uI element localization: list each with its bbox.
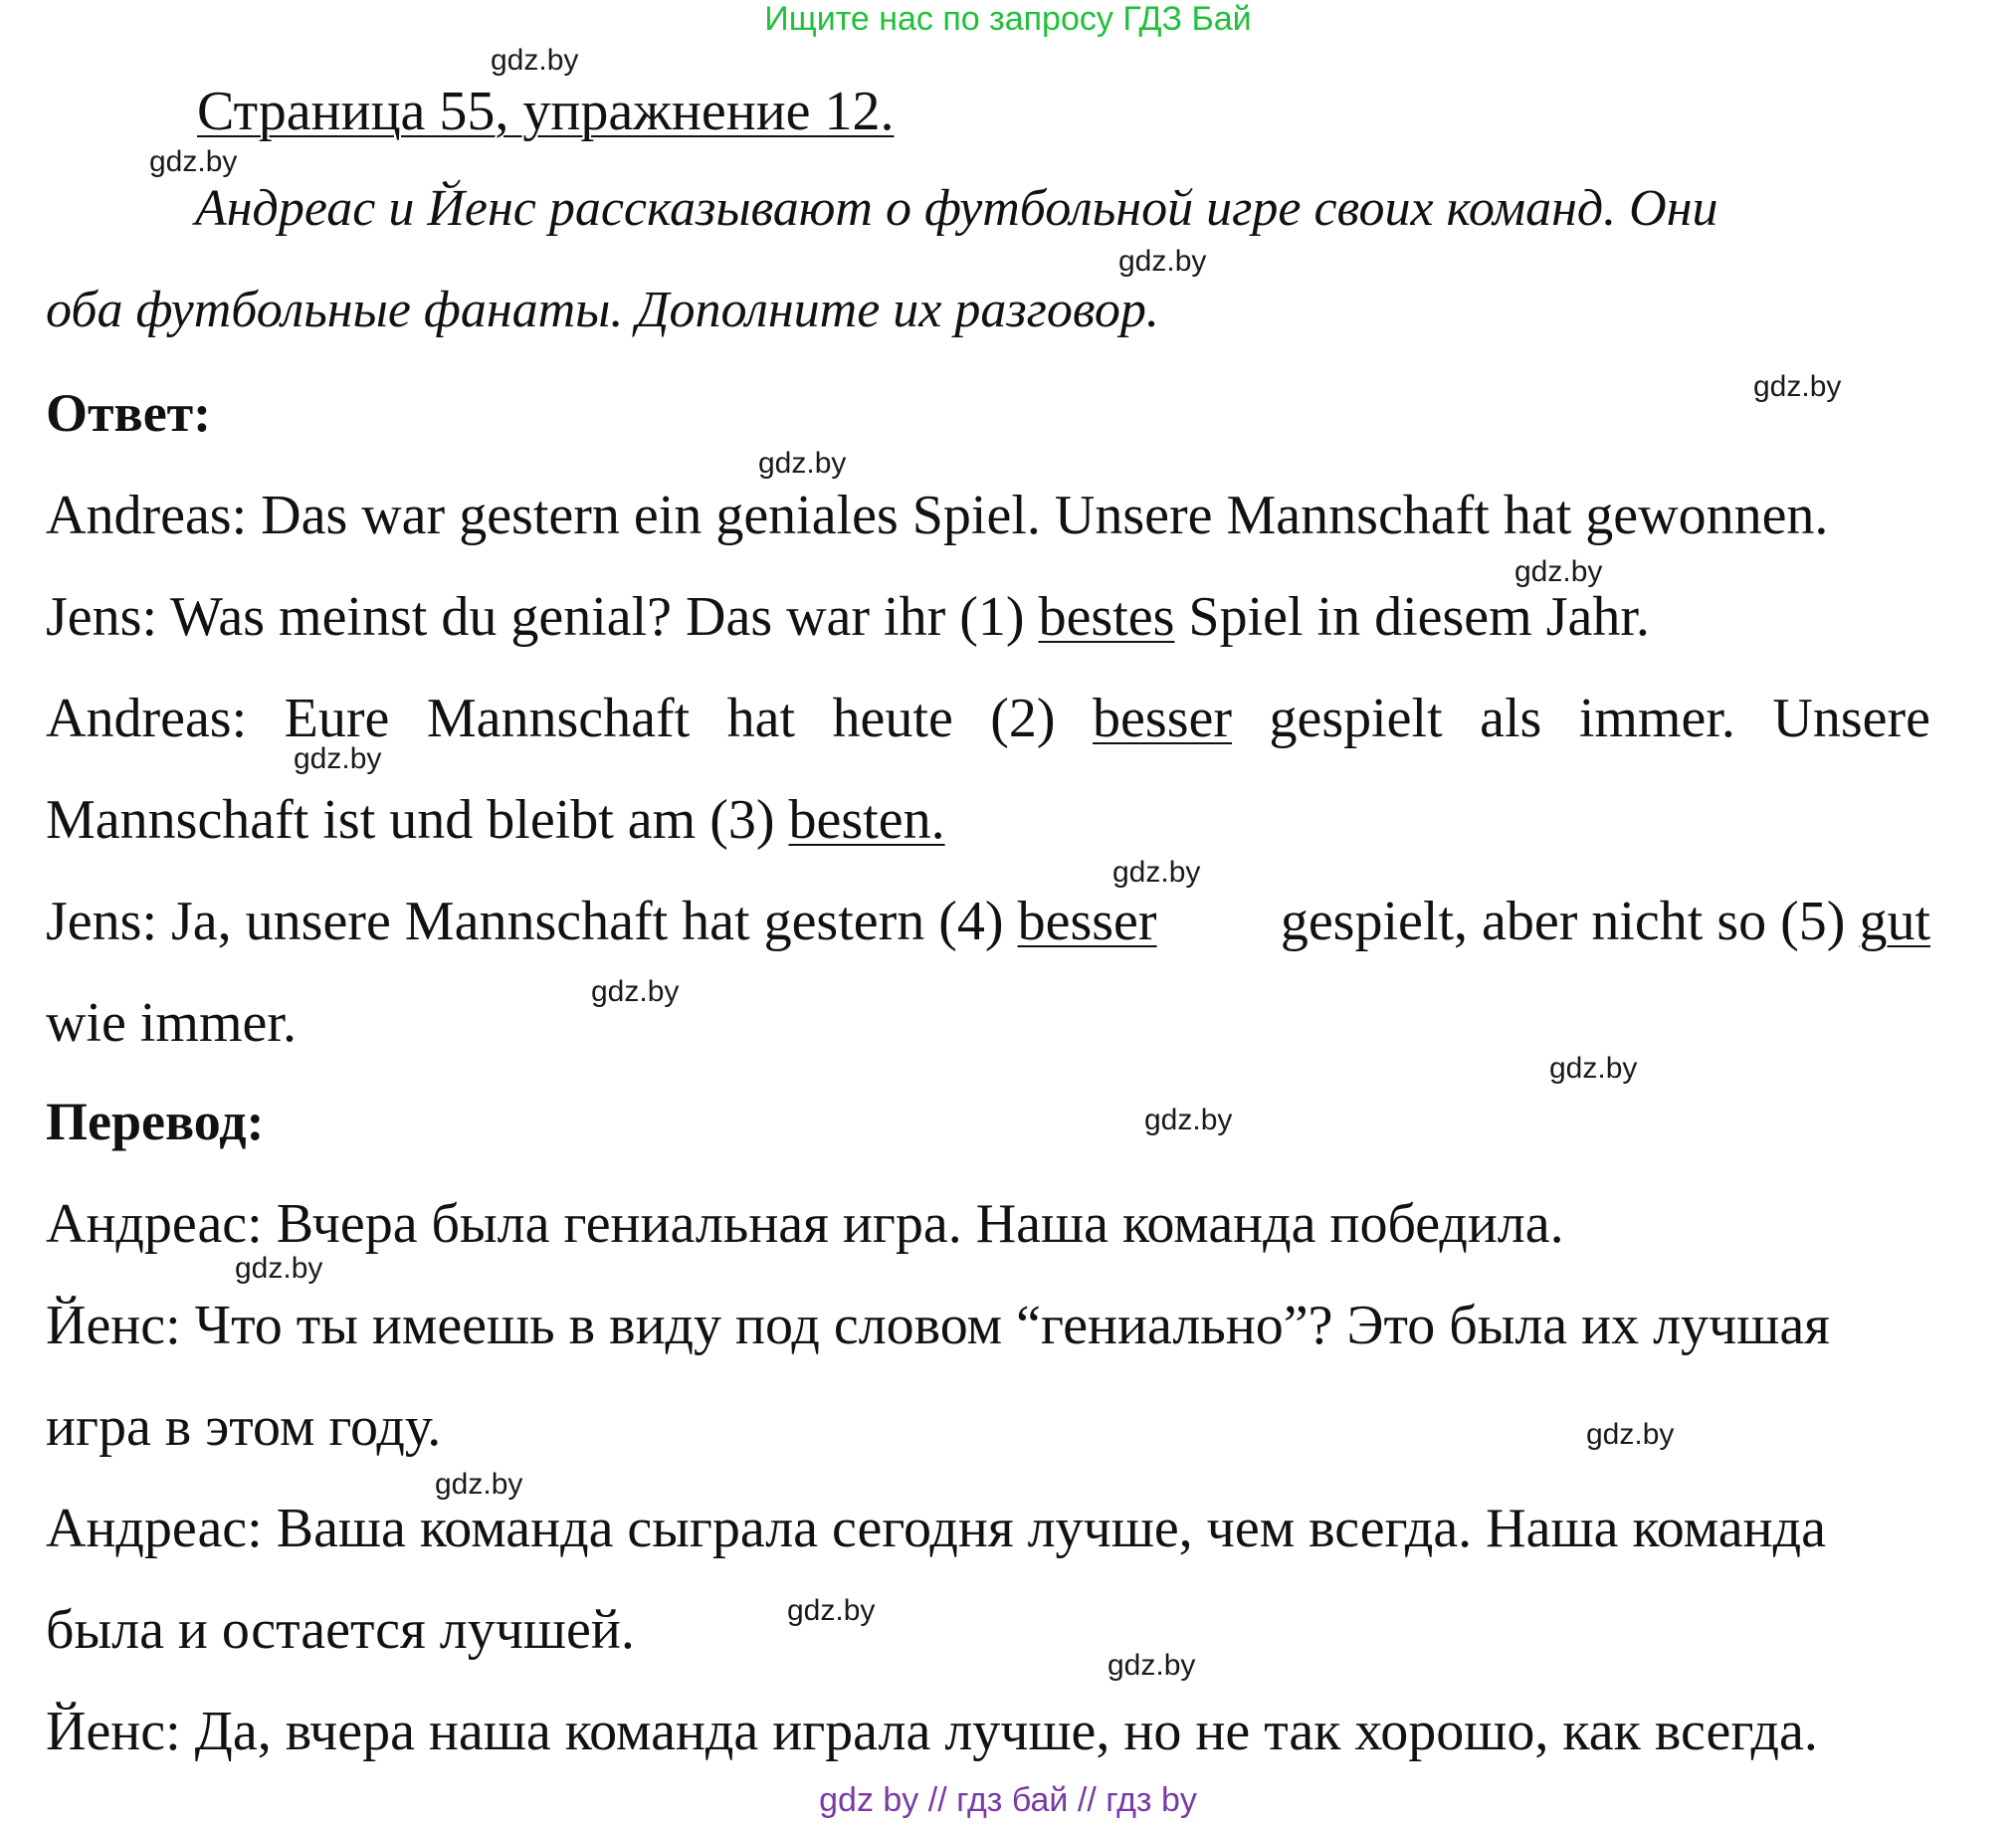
translation-line-6: Йенс: Да, вчера наша команда играла лучше, но не так хорошо, как всегда. bbox=[46, 1701, 1818, 1762]
answer-line-5 bbox=[46, 890, 1930, 953]
answer-line-4 bbox=[46, 788, 945, 852]
watermark: gdz.by bbox=[1549, 1052, 1638, 1085]
translation-heading: Перевод: bbox=[46, 1092, 265, 1151]
answer-text: gespielt, aber nicht so (5) bbox=[1280, 891, 1846, 952]
answer-word: gespielt bbox=[1269, 688, 1443, 749]
watermark: gdz.by bbox=[787, 1594, 876, 1627]
translation-line-2: Йенс: Что ты имеешь в виду под словом “гениально”? Это была их лучшая bbox=[46, 1295, 1830, 1356]
answer-line-6: wie immer. bbox=[46, 992, 297, 1054]
watermark: gdz.by bbox=[235, 1252, 323, 1285]
answer-fill-2: besser bbox=[1093, 688, 1232, 749]
answer-line-3 bbox=[46, 687, 1930, 750]
answer-fill-5: gut bbox=[1859, 891, 1930, 952]
answer-line-1: Andreas: Das war gestern ein geniales Spiel. Unsere Mannschaft hat gewonnen. bbox=[46, 485, 1829, 546]
answer-heading: Ответ: bbox=[46, 383, 212, 443]
watermark: gdz.by bbox=[1112, 856, 1201, 889]
watermark: gdz.by bbox=[591, 975, 680, 1008]
watermark: gdz.by bbox=[1514, 555, 1603, 588]
task-text-line-1: Андреас и Йенс рассказывают о футбольной игре своих команд. Они bbox=[195, 180, 1718, 237]
footer-links[interactable]: gdz by // гдз бай // гдз by bbox=[819, 1781, 1197, 1819]
answer-text: Spiel in diesem Jahr. bbox=[1188, 586, 1650, 648]
answer-word: immer. bbox=[1578, 688, 1735, 749]
watermark: gdz.by bbox=[1753, 370, 1842, 403]
watermark: gdz.by bbox=[435, 1468, 523, 1501]
answer-fill-3: besten. bbox=[788, 789, 945, 851]
translation-line-1: Андреас: Вчера была гениальная игра. Наша команда победила. bbox=[46, 1193, 1564, 1255]
watermark: gdz.by bbox=[149, 145, 238, 178]
answer-fill-4: besser bbox=[1017, 891, 1157, 952]
answer-word: heute bbox=[832, 688, 953, 749]
watermark: gdz.by bbox=[491, 44, 579, 77]
answer-line-2 bbox=[46, 585, 1650, 649]
task-text-line-2: оба футбольные фанаты. Дополните их разговор. bbox=[46, 282, 1159, 338]
answer-text: Jens: Ja, unsere Mannschaft hat gestern (4) bbox=[46, 891, 1004, 952]
watermark: gdz.by bbox=[1586, 1418, 1675, 1451]
answer-word: als bbox=[1480, 688, 1542, 749]
answer-fill-1: bestes bbox=[1038, 586, 1175, 648]
answer-word: (2) bbox=[990, 688, 1056, 749]
answer-text: Mannschaft ist und bleibt am (3) bbox=[46, 789, 775, 851]
answer-text-group bbox=[1281, 890, 1930, 953]
translation-line-5: была и остается лучшей. bbox=[46, 1599, 635, 1661]
translation-line-3: игра в этом году. bbox=[46, 1396, 442, 1458]
promo-banner[interactable]: Ищите нас по запросу ГДЗ Бай bbox=[764, 0, 1252, 38]
answer-word: Unsere bbox=[1772, 688, 1930, 749]
watermark: gdz.by bbox=[294, 742, 382, 775]
watermark: gdz.by bbox=[758, 447, 847, 480]
watermark: gdz.by bbox=[1144, 1104, 1233, 1136]
answer-word: Andreas: bbox=[46, 688, 248, 749]
answer-word: Eure bbox=[284, 688, 390, 749]
watermark: gdz.by bbox=[1108, 1649, 1196, 1682]
page-title: Страница 55, упражнение 12. bbox=[197, 81, 895, 142]
answer-word: Mannschaft bbox=[426, 688, 691, 749]
answer-text-group bbox=[46, 890, 1157, 953]
watermark: gdz.by bbox=[1118, 245, 1207, 278]
answer-text: Jens: Was meinst du genial? Das war ihr (1) bbox=[46, 586, 1025, 648]
translation-line-4: Андреас: Ваша команда сыграла сегодня лучше, чем всегда. Наша команда bbox=[46, 1498, 1826, 1559]
answer-word: hat bbox=[726, 688, 796, 749]
